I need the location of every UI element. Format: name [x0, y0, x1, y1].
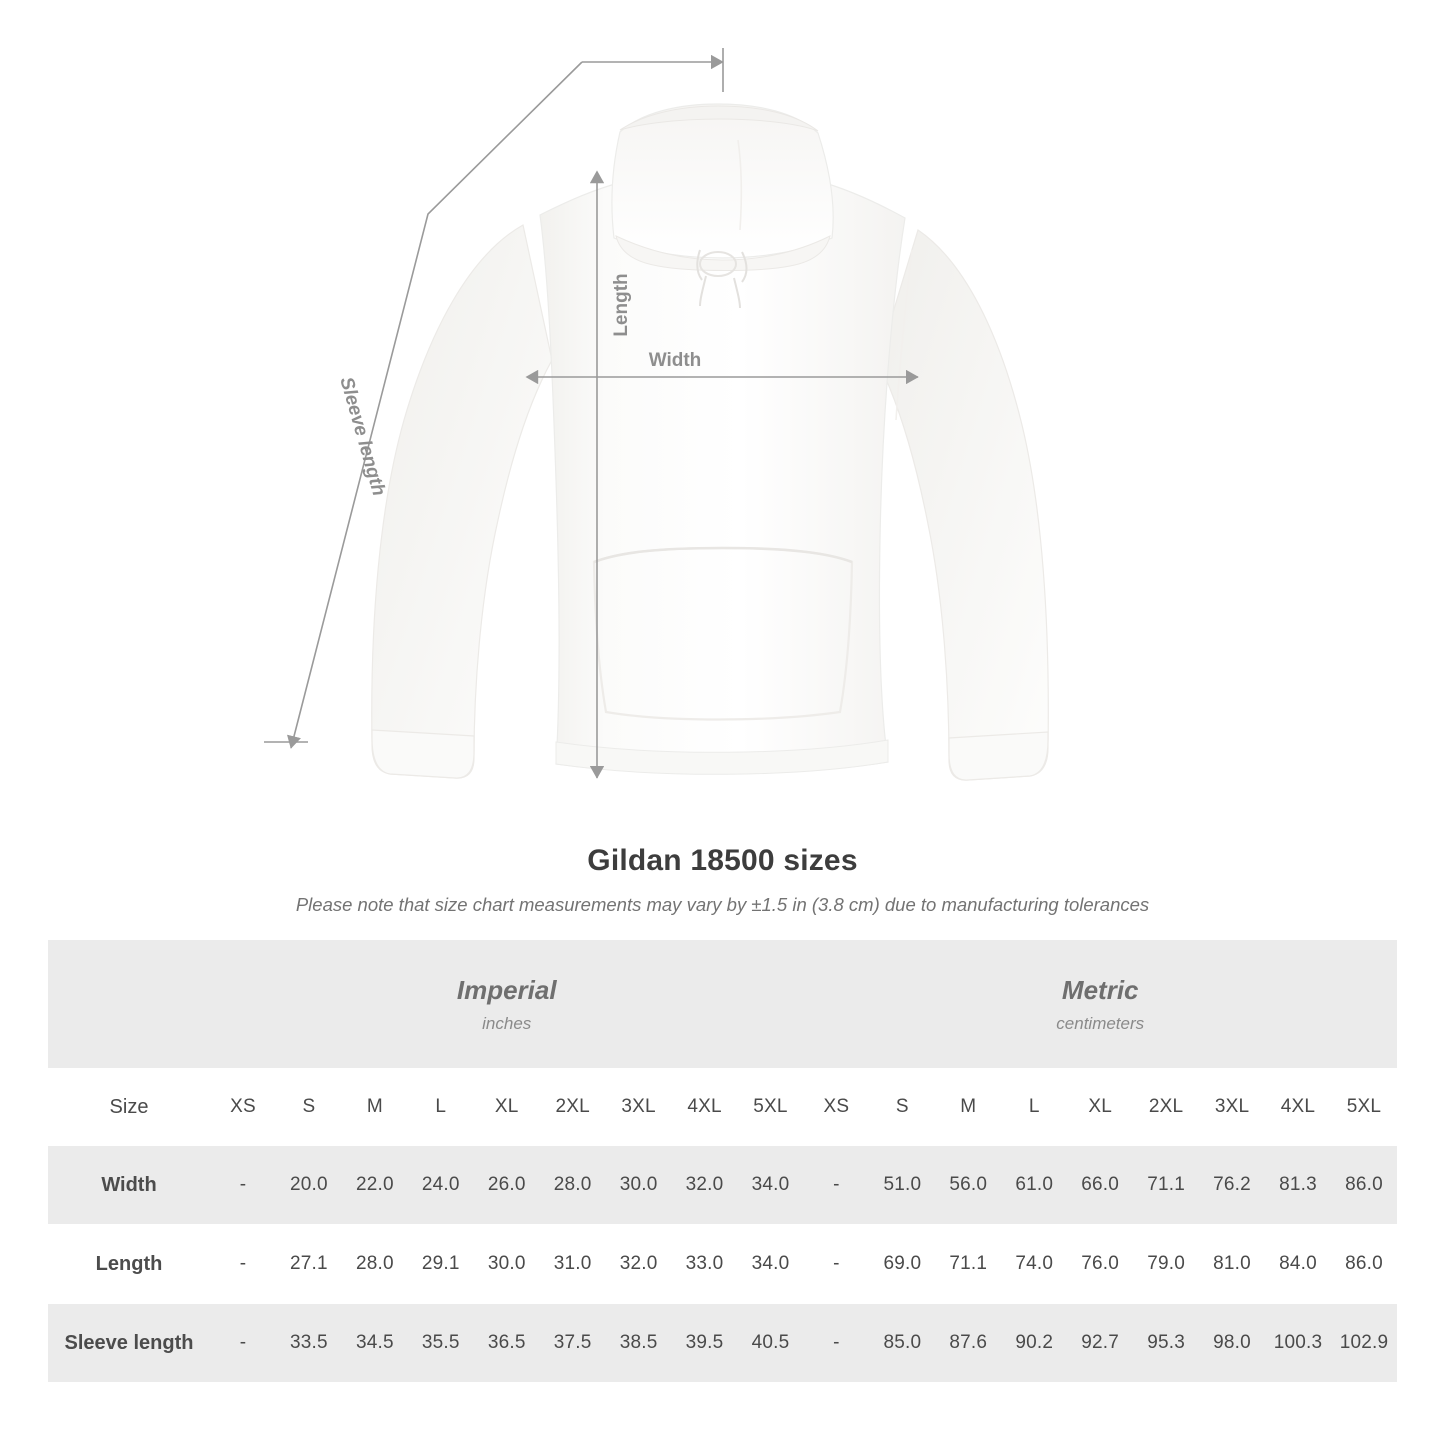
length-label: Length — [611, 273, 632, 337]
cell-sleeve-metric-l: 90.2 — [1001, 1304, 1067, 1382]
cell-sleeve-imperial-2xl: 37.5 — [540, 1304, 606, 1382]
cell-length-imperial-3xl: 32.0 — [606, 1225, 672, 1303]
cell-length-metric-5xl: 86.0 — [1331, 1225, 1397, 1303]
sleeve-length-label: Sleeve length — [335, 374, 390, 499]
cell-sleeve-metric-s: 85.0 — [869, 1304, 935, 1382]
size-header-metric-l: L — [1001, 1068, 1067, 1146]
tolerance-note: Please note that size chart measurements may vary by ±1.5 in (3.8 cm) due to manufacturing tolerances — [295, 894, 1150, 915]
size-header-metric-s: S — [869, 1068, 935, 1146]
cell-width-imperial-5xl: 34.0 — [738, 1146, 804, 1224]
table-row — [48, 1225, 1397, 1303]
cell-width-imperial-xs: - — [210, 1146, 276, 1224]
cell-width-metric-3xl: 76.2 — [1199, 1146, 1265, 1224]
cell-width-metric-s: 51.0 — [869, 1146, 935, 1224]
cell-sleeve-metric-4xl: 100.3 — [1265, 1304, 1331, 1382]
size-header-metric-2xl: 2XL — [1133, 1068, 1199, 1146]
cell-width-metric-l: 61.0 — [1001, 1146, 1067, 1224]
cell-sleeve-imperial-4xl: 39.5 — [672, 1304, 738, 1382]
size-header-metric-4xl: 4XL — [1265, 1068, 1331, 1146]
cell-sleeve-metric-xs: - — [803, 1304, 869, 1382]
cell-sleeve-metric-2xl: 95.3 — [1133, 1304, 1199, 1382]
cell-width-imperial-l: 24.0 — [408, 1146, 474, 1224]
cell-length-imperial-m: 28.0 — [342, 1225, 408, 1303]
title-block — [0, 844, 1445, 916]
width-label: Width — [648, 350, 702, 371]
cell-length-imperial-5xl: 34.0 — [738, 1225, 804, 1303]
size-header-imperial-2xl: 2XL — [540, 1068, 606, 1146]
cell-width-imperial-4xl: 32.0 — [672, 1146, 738, 1224]
size-header-metric-5xl: 5XL — [1331, 1068, 1397, 1146]
size-header-imperial-xl: XL — [474, 1068, 540, 1146]
size-header-imperial-s: S — [276, 1068, 342, 1146]
cell-length-imperial-s: 27.1 — [276, 1225, 342, 1303]
cell-length-metric-s: 69.0 — [869, 1225, 935, 1303]
cell-sleeve-imperial-3xl: 38.5 — [606, 1304, 672, 1382]
row-label-width: Width — [48, 1146, 210, 1224]
size-header-imperial-l: L — [408, 1068, 474, 1146]
cell-width-metric-2xl: 71.1 — [1133, 1146, 1199, 1224]
size-header-imperial-3xl: 3XL — [606, 1068, 672, 1146]
cell-width-metric-xl: 66.0 — [1067, 1146, 1133, 1224]
row-label-length: Length — [48, 1225, 210, 1303]
unit-header-row — [48, 940, 1397, 1068]
size-header-metric-xl: XL — [1067, 1068, 1133, 1146]
unit-sub-metric: centimeters — [1056, 1013, 1145, 1033]
cell-length-metric-4xl: 84.0 — [1265, 1225, 1331, 1303]
size-table — [48, 940, 1397, 1382]
hoodie-shape — [372, 104, 1049, 780]
size-header-imperial-xs: XS — [210, 1068, 276, 1146]
size-table-wrapper — [48, 940, 1397, 1382]
cell-sleeve-metric-3xl: 98.0 — [1199, 1304, 1265, 1382]
cell-sleeve-imperial-m: 34.5 — [342, 1304, 408, 1382]
unit-group-imperial — [210, 940, 803, 1068]
row-label-header: Size — [48, 1068, 210, 1146]
cell-length-metric-xs: - — [803, 1225, 869, 1303]
cell-width-imperial-xl: 26.0 — [474, 1146, 540, 1224]
cell-length-imperial-xs: - — [210, 1225, 276, 1303]
cell-width-metric-m: 56.0 — [935, 1146, 1001, 1224]
cell-length-metric-m: 71.1 — [935, 1225, 1001, 1303]
cell-sleeve-metric-xl: 92.7 — [1067, 1304, 1133, 1382]
table-row — [48, 1146, 1397, 1224]
cell-sleeve-imperial-l: 35.5 — [408, 1304, 474, 1382]
cell-sleeve-imperial-5xl: 40.5 — [738, 1304, 804, 1382]
unit-name-imperial: Imperial — [456, 974, 557, 1005]
size-header-metric-xs: XS — [803, 1068, 869, 1146]
unit-name-metric: Metric — [1061, 974, 1139, 1005]
size-header-imperial-m: M — [342, 1068, 408, 1146]
cell-width-imperial-s: 20.0 — [276, 1146, 342, 1224]
page-title: Gildan 18500 sizes — [587, 844, 858, 877]
cell-width-imperial-2xl: 28.0 — [540, 1146, 606, 1224]
cell-width-imperial-3xl: 30.0 — [606, 1146, 672, 1224]
cell-width-metric-5xl: 86.0 — [1331, 1146, 1397, 1224]
cell-length-imperial-4xl: 33.0 — [672, 1225, 738, 1303]
size-header-row — [48, 1068, 1397, 1146]
cell-sleeve-imperial-s: 33.5 — [276, 1304, 342, 1382]
cell-length-metric-xl: 76.0 — [1067, 1225, 1133, 1303]
cell-sleeve-imperial-xs: - — [210, 1304, 276, 1382]
unit-header-spacer — [48, 940, 210, 1068]
size-header-metric-3xl: 3XL — [1199, 1068, 1265, 1146]
cell-sleeve-metric-5xl: 102.9 — [1331, 1304, 1397, 1382]
unit-sub-imperial: inches — [482, 1013, 532, 1033]
size-header-metric-m: M — [935, 1068, 1001, 1146]
cell-sleeve-imperial-xl: 36.5 — [474, 1304, 540, 1382]
table-row — [48, 1304, 1397, 1382]
size-header-imperial-5xl: 5XL — [738, 1068, 804, 1146]
row-label-sleeve-length: Sleeve length — [48, 1304, 210, 1382]
cell-width-metric-xs: - — [803, 1146, 869, 1224]
cell-width-imperial-m: 22.0 — [342, 1146, 408, 1224]
cell-length-imperial-2xl: 31.0 — [540, 1225, 606, 1303]
cell-length-imperial-l: 29.1 — [408, 1225, 474, 1303]
cell-length-metric-l: 74.0 — [1001, 1225, 1067, 1303]
cell-sleeve-metric-m: 87.6 — [935, 1304, 1001, 1382]
cell-length-metric-2xl: 79.0 — [1133, 1225, 1199, 1303]
cell-width-metric-4xl: 81.3 — [1265, 1146, 1331, 1224]
size-header-imperial-4xl: 4XL — [672, 1068, 738, 1146]
cell-length-imperial-xl: 30.0 — [474, 1225, 540, 1303]
cell-length-metric-3xl: 81.0 — [1199, 1225, 1265, 1303]
unit-group-metric — [803, 940, 1397, 1068]
